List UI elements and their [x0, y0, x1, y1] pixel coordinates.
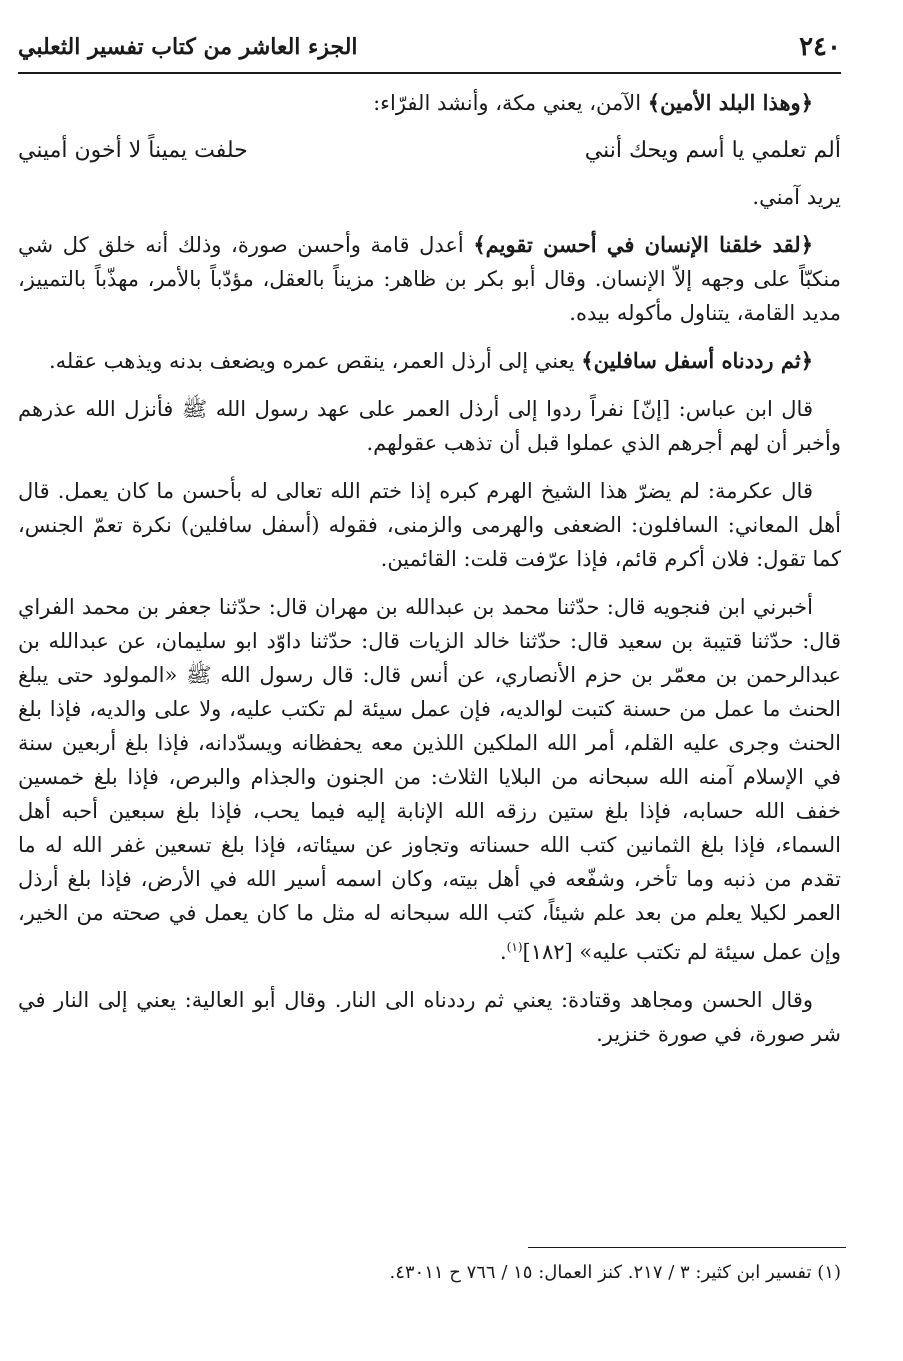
poem-hemistich-second: حلفت يميناً لا أخون أميني	[18, 138, 248, 163]
paragraph-5: قال ابن عباس: [إنّ] نفراً ردوا إلى أرذل العمر على عهد رسول الله ﷺ فأنزل الله عذرهم وأخبر أن لهم أجرهم الذي عملوا قبل أن تذهب عقولهم.	[18, 397, 841, 455]
paragraph-1	[18, 86, 841, 120]
paragraph-end: .	[499, 940, 507, 964]
footnote-mark: (١)	[506, 940, 523, 954]
paragraph-text: الآمن، يعني مكة، وأنشد الفرّاء:	[373, 91, 648, 115]
paragraph-7	[18, 590, 841, 969]
page-body	[18, 86, 841, 1065]
quran-verse: ﴿وهذا البلد الأمين﴾	[647, 90, 813, 115]
running-title: الجزء العاشر من كتاب تفسير الثعلبي	[18, 34, 358, 60]
quran-verse: ﴿لقد خلقنا الإنسان في أحسن تقويم﴾	[473, 232, 813, 257]
paragraph-8: وقال الحسن ومجاهد وقتادة: يعني ثم رددناه الى النار. وقال أبو العالية: يعني إلى النار في شر صورة، في صورة خنزير.	[18, 988, 841, 1046]
header-rule	[18, 72, 841, 74]
paragraph-text: يعني إلى أرذل العمر، ينقص عمره ويضعف بدنه ويذهب عقله.	[48, 349, 582, 373]
paragraph-3	[18, 228, 841, 330]
footnote: (١) تفسير ابن كثير: ٣ / ٢١٧. كنز العمال: ١٥ / ٧٦٦ ح ٤٣٠١١.	[389, 1262, 841, 1283]
quran-verse: ﴿ثم رددناه أسفل سافلين﴾	[581, 348, 813, 373]
paragraph-2: يريد آمني.	[752, 185, 841, 209]
paragraph-text: أعدل قامة وأحسن صورة، وذلك أنه خلق كل شي منكبّاً على وجهه إلاّ الإنسان. وقال أبو بكر بن ظاهر: مزيناً بالعقل، مؤدّباً بالأمر، مهذّباً بالتمييز، مديد القامة، يتناول مأكوله بيده.	[18, 233, 841, 325]
poem-hemistich-first: ألم تعلمي يا أسم ويحك أنني	[584, 138, 841, 163]
poem-verse	[18, 134, 841, 170]
paragraph-4	[18, 344, 841, 378]
page-number: ٢٤٠	[799, 32, 841, 62]
hadith-text: أخبرني ابن فنجويه قال: حدّثنا محمد بن عبدالله بن مهران قال: حدّثنا جعفر بن محمد الفراي قال: حدّثنا قتيبة بن سعيد قال: حدّثنا خالد الزيات قال: حدّثنا داوّد ابو سليمان، عن عبدالله بن عبدالرحمن بن معمّر بن حزم الأنصاري، عن أنس قال: قال رسول الله ﷺ «المولود حتى يبلغ الحنث ما عمل من حسنة كتبت لوالديه، فإن عمل سيئة لم تكتب عليه، ولا على والديه، فإذا بلغ الحنث وجرى عليه القلم، أمر الله الملكين اللذين معه يحفظانه ويسدّدانه، فإذا بلغ أربعين سنة في الإسلام آمنه الله سبحانه من البلايا الثلاث: من الجنون والجذام والبرص، فإذا بلغ خمسين خفف الله حسابه، فإذا بلغ ستين رزقه الله الإنابة إليه فيما يحب، فإذا بلغ سبعين أحبه أهل السماء، فإذا بلغ الثمانين كتب الله حسناته وتجاوز عن سيئاته، فإذا بلغ تسعين غفر الله له ما تقدم من ذنبه وما تأخر، وشفّعه في أهل بيته، وكان اسمه أسير الله في الأرض، فإذا بلغ أرذل العمر لكيلا يعلم من بعد علم شيئاً، كتب الله سبحانه له مثل ما كان يعمل في صحته من الخير، وإن عمل سيئة لم تكتب عليه» [١٨٢]	[18, 595, 841, 964]
page-header	[18, 32, 841, 72]
paragraph-6: قال عكرمة: لم يضرّ هذا الشيخ الهرم كبره إذا ختم الله تعالى له بأحسن ما كان يعمل. قال أهل المعاني: السافلون: الضعفى والهرمى والزمنى، فقوله (أسفل سافلين) نكرة تعمّ الجنس، كما تقول: فلان أكرم قائم، فإذا عرّفت قلت: القائمين.	[18, 479, 841, 571]
footnote-rule	[528, 1247, 846, 1248]
